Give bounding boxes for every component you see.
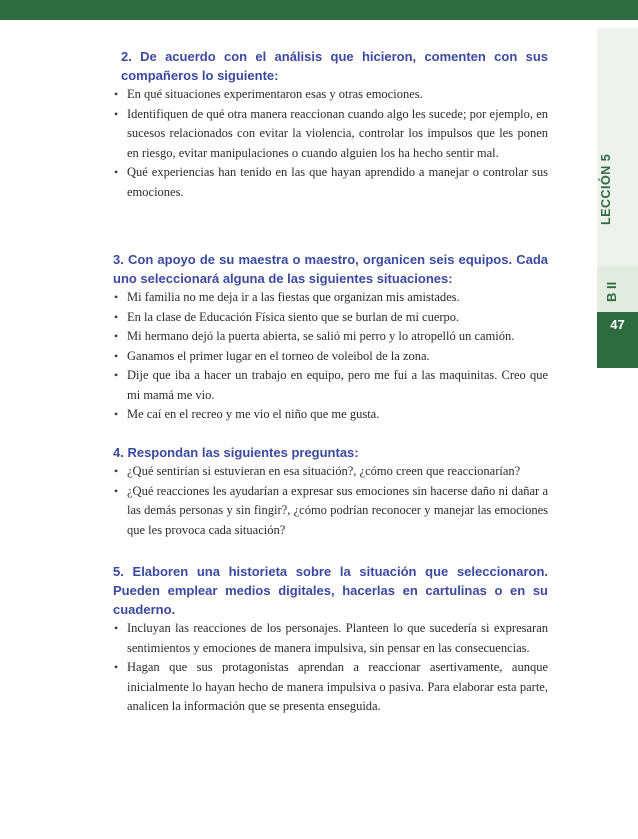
list-item: • En qué situaciones experimentaron esas y otras emociones.	[113, 85, 548, 105]
section-3-list	[113, 288, 548, 425]
list-item: • ¿Qué reacciones les ayudarían a expresar sus emociones sin hacerse daño ni dañar a las demás personas y sin fingir?, ¿cómo podrían reconocer y manejar las emociones que les provoca cada situación?	[113, 482, 548, 541]
page-number: 47	[610, 317, 625, 332]
section-3	[113, 250, 548, 425]
section-4-list	[113, 462, 548, 540]
list-item: • Qué experiencias han tenido en las que hayan aprendido a manejar o controlar sus emociones.	[113, 163, 548, 202]
list-item: • Mi familia no me deja ir a las fiestas que organizan mis amistades.	[113, 288, 548, 308]
section-3-heading: 3. Con apoyo de su maestra o maestro, organicen seis equipos. Cada uno seleccionará alguna de las siguientes situaciones:	[113, 252, 548, 286]
section-2-heading: 2. De acuerdo con el análisis que hicieron, comenten con sus compañeros lo siguiente:	[121, 49, 548, 83]
list-item: • Me caí en el recreo y me vio el niño que me gusta.	[113, 405, 548, 425]
list-item: • Mi hermano dejó la puerta abierta, se salió mi perro y lo atropelló un camión.	[113, 327, 548, 347]
block-label: B II	[604, 281, 619, 302]
list-item: • Ganamos el primer lugar en el torneo de voleibol de la zona.	[113, 347, 548, 367]
list-item: • Identifiquen de qué otra manera reaccionan cuando algo les sucede; por ejemplo, en sucesos relacionados con evitar la violencia, controlar los impulsos que les ponen en riesgo, evitar manipulaciones o cuando alguien los ha hecho sentir mal.	[113, 105, 548, 164]
section-2	[113, 47, 548, 202]
section-5-heading: 5. Elaboren una historieta sobre la situación que seleccionaron. Pueden emplear medios digitales, hacerlas en cartulinas o en su cuaderno.	[113, 564, 548, 617]
list-item: • ¿Qué sentirían si estuvieran en esa situación?, ¿cómo creen que reaccionarían?	[113, 462, 548, 482]
lesson-label: LECCIÓN 5	[599, 153, 613, 225]
list-item: • En la clase de Educación Física siento que se burlan de mi cuerpo.	[113, 308, 548, 328]
section-5	[113, 562, 548, 717]
top-header-band	[0, 0, 638, 20]
section-2-list	[113, 85, 548, 202]
section-4	[113, 443, 548, 540]
list-item: • Incluyan las reacciones de los personajes. Planteen lo que sucedería si expresaran sentimientos y emociones de manera impulsiva, sin pensar en las consecuencias.	[113, 619, 548, 658]
section-4-heading: 4. Respondan las siguientes preguntas:	[113, 445, 359, 460]
list-item: • Dije que iba a hacer un trabajo en equipo, pero me fui a las maquinitas. Creo que mi mamá me vio.	[113, 366, 548, 405]
list-item: • Hagan que sus protagonistas aprendan a reaccionar asertivamente, aunque inicialmente lo hayan hecho de manera impulsiva o pasiva. Para elaborar esta parte, analicen la información que se presenta enseguida.	[113, 658, 548, 717]
section-5-list	[113, 619, 548, 717]
